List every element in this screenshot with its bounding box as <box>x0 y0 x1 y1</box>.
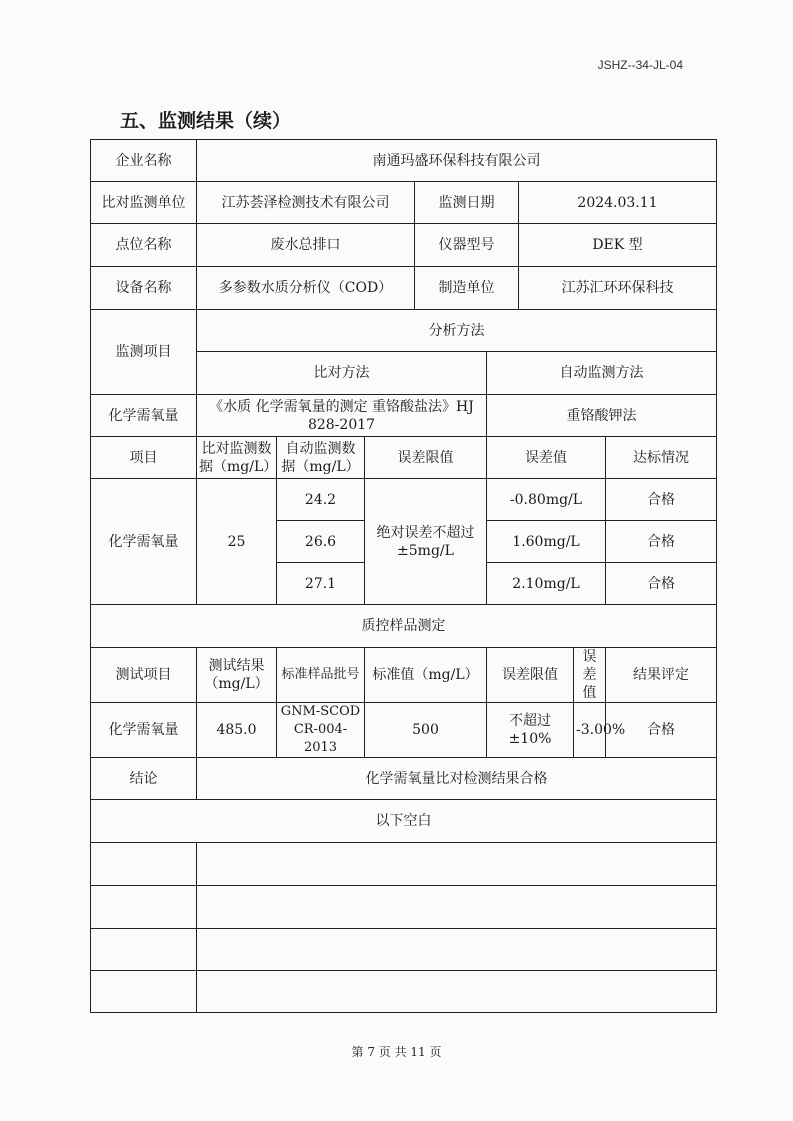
document-code: JSHZ--34-JL-04 <box>597 58 683 72</box>
conclusion-row <box>91 758 717 800</box>
qc-result: 485.0 <box>197 703 277 758</box>
qc-data-row <box>91 703 717 758</box>
method-header-row <box>91 310 717 352</box>
result-error-value: 2.10mg/L <box>487 563 606 605</box>
empty-row <box>91 929 717 971</box>
result-status: 合格 <box>606 563 717 605</box>
monitoring-results-table <box>90 139 717 1013</box>
monitor-date-value: 2024.03.11 <box>519 182 717 224</box>
compare-method-label: 比对方法 <box>197 352 487 395</box>
conclusion-value: 化学需氧量比对检测结果合格 <box>197 758 717 800</box>
monitor-item-label: 监测项目 <box>91 310 197 395</box>
empty-cell <box>91 843 197 886</box>
auto-method-label: 自动监测方法 <box>487 352 717 395</box>
empty-cell <box>91 971 197 1013</box>
result-auto-value: 24.2 <box>277 479 365 521</box>
enterprise-value: 南通玛盛环保科技有限公司 <box>197 140 717 182</box>
device-label: 设备名称 <box>91 267 197 310</box>
device-value: 多参数水质分析仪（COD） <box>197 267 415 310</box>
result-error-value: -0.80mg/L <box>487 479 606 521</box>
manufacturer-value: 江苏汇环环保科技 <box>519 267 717 310</box>
enterprise-row <box>91 140 717 182</box>
qc-header-std-value: 标准值（mg/L） <box>365 648 487 703</box>
point-row <box>91 224 717 267</box>
qc-header-limit: 误差限值 <box>487 648 574 703</box>
point-label: 点位名称 <box>91 224 197 267</box>
result-item-name: 化学需氧量 <box>91 479 197 605</box>
empty-cell <box>91 929 197 971</box>
qc-header-eval: 结果评定 <box>606 648 717 703</box>
qc-error: -3.00% <box>574 703 606 758</box>
method-item-name: 化学需氧量 <box>91 395 197 437</box>
empty-cell <box>197 929 717 971</box>
analysis-method-label: 分析方法 <box>197 310 717 352</box>
result-header-error: 误差值 <box>487 437 606 479</box>
qc-eval: 合格 <box>606 703 717 758</box>
blank-note: 以下空白 <box>91 800 717 843</box>
compare-method-value: 《水质 化学需氧量的测定 重铬酸盐法》HJ 828-2017 <box>197 395 487 437</box>
page-number: 第 7 页 共 11 页 <box>351 1045 442 1059</box>
device-row <box>91 267 717 310</box>
compare-unit-row <box>91 182 717 224</box>
compare-unit-value: 江苏荟泽检测技术有限公司 <box>197 182 415 224</box>
result-status: 合格 <box>606 479 717 521</box>
enterprise-label: 企业名称 <box>91 140 197 182</box>
qc-item: 化学需氧量 <box>91 703 197 758</box>
auto-method-value: 重铬酸钾法 <box>487 395 717 437</box>
result-compare-value: 25 <box>197 479 277 605</box>
result-header-status: 达标情况 <box>606 437 717 479</box>
compare-unit-label: 比对监测单位 <box>91 182 197 224</box>
result-header-compare: 比对监测数据（mg/L） <box>197 437 277 479</box>
empty-cell <box>197 886 717 929</box>
qc-header-result: 测试结果（mg/L） <box>197 648 277 703</box>
empty-row <box>91 971 717 1013</box>
qc-header-item: 测试项目 <box>91 648 197 703</box>
qc-header-row <box>91 648 717 703</box>
instrument-model-label: 仪器型号 <box>415 224 519 267</box>
instrument-model-value: DEK 型 <box>519 224 717 267</box>
point-value: 废水总排口 <box>197 224 415 267</box>
empty-cell <box>91 886 197 929</box>
qc-batch: GNM-SCOD CR-004-2013 <box>277 703 365 758</box>
qc-std-value: 500 <box>365 703 487 758</box>
result-limit: 绝对误差不超过±5mg/L <box>365 479 487 605</box>
blank-note-row <box>91 800 717 843</box>
empty-cell <box>197 843 717 886</box>
qc-limit: 不超过±10% <box>487 703 574 758</box>
qc-header-batch: 标准样品批号 <box>277 648 365 703</box>
monitor-date-label: 监测日期 <box>415 182 519 224</box>
result-header-limit: 误差限值 <box>365 437 487 479</box>
result-header-row <box>91 437 717 479</box>
section-title: 五、监测结果（续） <box>120 110 292 132</box>
qc-title: 质控样品测定 <box>91 605 717 648</box>
qc-header-error: 误差值 <box>574 648 606 703</box>
manufacturer-label: 制造单位 <box>415 267 519 310</box>
result-row <box>91 479 717 521</box>
result-header-auto: 自动监测数据（mg/L） <box>277 437 365 479</box>
empty-row <box>91 843 717 886</box>
method-row <box>91 395 717 437</box>
result-auto-value: 27.1 <box>277 563 365 605</box>
qc-title-row <box>91 605 717 648</box>
result-header-item: 项目 <box>91 437 197 479</box>
empty-row <box>91 886 717 929</box>
result-error-value: 1.60mg/L <box>487 521 606 563</box>
result-auto-value: 26.6 <box>277 521 365 563</box>
empty-cell <box>197 971 717 1013</box>
result-status: 合格 <box>606 521 717 563</box>
conclusion-label: 结论 <box>91 758 197 800</box>
